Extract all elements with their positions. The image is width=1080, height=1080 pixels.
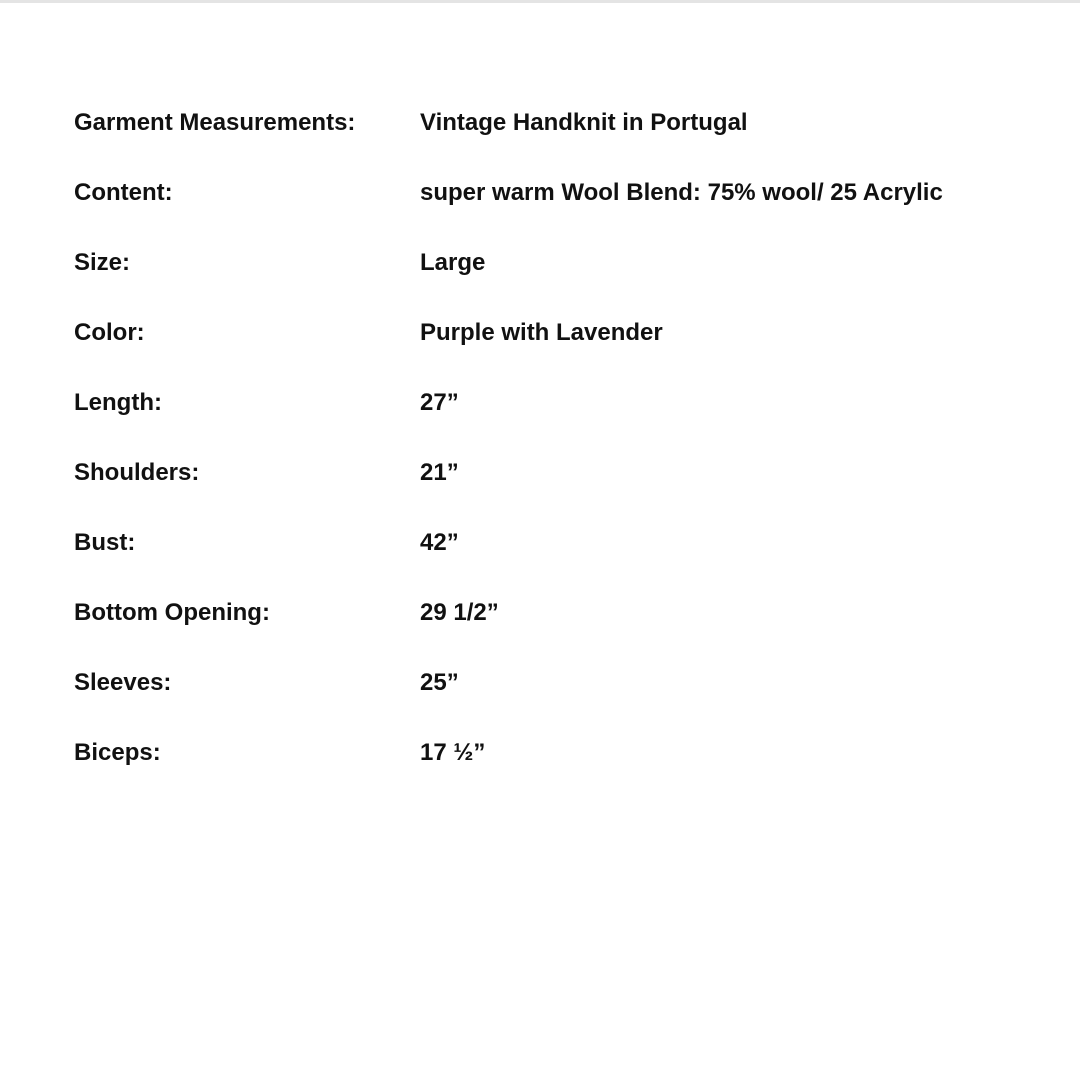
top-border <box>0 0 1080 3</box>
spec-row-length <box>74 368 1034 438</box>
spec-value: 42” <box>420 529 459 556</box>
spec-label: Content: <box>74 179 173 206</box>
garment-spec-table <box>74 88 1034 788</box>
spec-row-shoulders <box>74 438 1034 508</box>
spec-label: Shoulders: <box>74 459 200 486</box>
spec-row-biceps <box>74 718 1034 788</box>
spec-label: Bottom Opening: <box>74 599 270 626</box>
spec-label: Bust: <box>74 529 136 556</box>
spec-value: 27” <box>420 389 459 416</box>
spec-row-color <box>74 298 1034 368</box>
spec-value: Purple with Lavender <box>420 319 663 346</box>
spec-value: super warm Wool Blend: 75% wool/ 25 Acrylic <box>420 179 943 206</box>
spec-value: Large <box>420 249 486 276</box>
spec-row-content <box>74 158 1034 228</box>
spec-label: Color: <box>74 319 145 346</box>
spec-label: Garment Measurements: <box>74 109 356 136</box>
spec-row-sleeves <box>74 648 1034 718</box>
spec-value: 25” <box>420 669 459 696</box>
spec-label: Length: <box>74 389 162 416</box>
spec-value: 21” <box>420 459 459 486</box>
spec-value: 17 ½” <box>420 739 486 766</box>
spec-row-garment-measurements <box>74 88 1034 158</box>
spec-value: Vintage Handknit in Portugal <box>420 109 748 136</box>
spec-row-size <box>74 228 1034 298</box>
spec-row-bottom-opening <box>74 578 1034 648</box>
spec-row-bust <box>74 508 1034 578</box>
spec-label: Sleeves: <box>74 669 172 696</box>
spec-label: Size: <box>74 249 131 276</box>
spec-value: 29 1/2” <box>420 599 499 626</box>
spec-label: Biceps: <box>74 739 161 766</box>
